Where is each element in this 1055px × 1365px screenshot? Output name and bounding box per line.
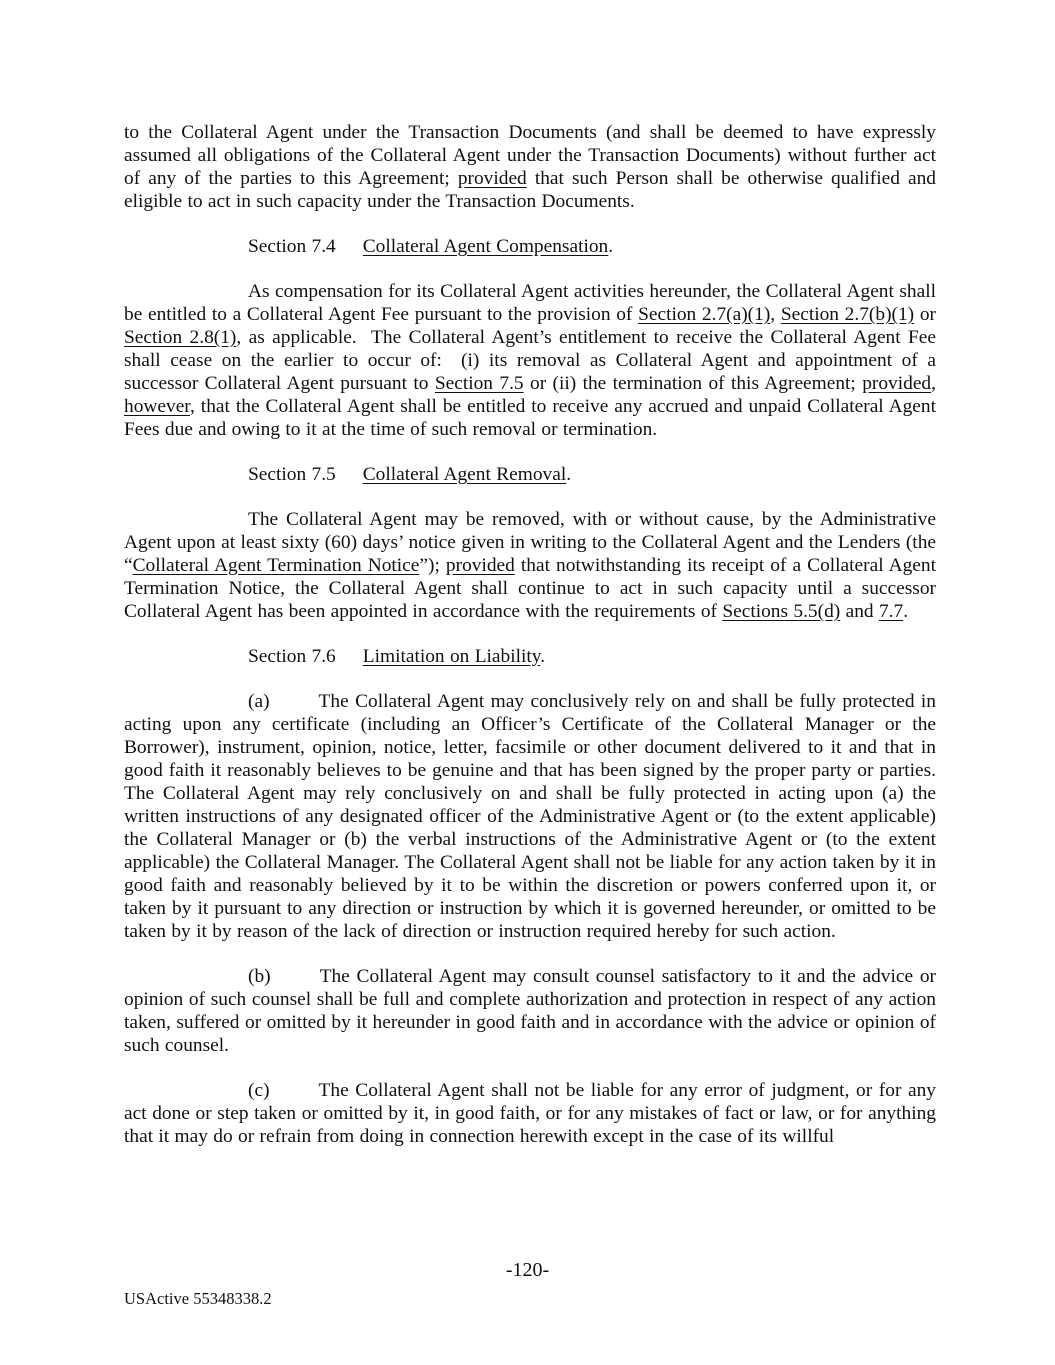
- paragraph: [124, 508, 942, 623]
- tab-space: [270, 706, 319, 707]
- text-run: .: [566, 464, 572, 485]
- underlined-text-run: Section 2.7(a)(1): [638, 304, 771, 325]
- tab-space: [270, 1095, 319, 1096]
- text-run: ”);: [419, 555, 446, 576]
- text-run: .: [540, 646, 546, 667]
- underlined-text-run: Section 2.8(1): [124, 327, 237, 348]
- section-heading: [124, 235, 936, 258]
- text-run: Section 7.6: [248, 646, 336, 667]
- text-run: The Collateral Agent may conclusively rely on and shall be fully protected in acting upon any certificate (including an Officer’s Certificate of the Collateral Manager or the Borrower), instrument, opinion, notice, letter, facsimile or other document delivered to it and that in good faith it reasonably believes to be genuine and that has been signed by the proper party or parties. The Collateral Agent may rely conclusively on and shall be fully protected in acting upon (a) the written instructions of any designated officer of the Administrative Agent or (to the extent applicable) the Collateral Manager or (b) the verbal instructions of the Administrative Agent or (to the extent applicable) the Collateral Manager. The Collateral Agent shall not be liable for any action taken by it in good faith and reasonably believed by it to be within the discretion or powers conferred upon it, or taken by it pursuant to any direction or instruction by which it is governed hereunder, or omitted to be taken by it by reason of the lack of direction or instruction required hereby for such action.: [124, 691, 947, 942]
- paragraph: [124, 690, 947, 943]
- text-run: The Collateral Agent shall not be liable for any error of judgment, or for any act done or step taken or omitted by it, in good faith, or for any mistakes of fact or law, or for anything that it may do or refrain from doing in connection herewith except in the case of its willful: [124, 1080, 942, 1147]
- text-run: .: [608, 236, 614, 257]
- text-run: that such Person shall be otherwise qualified and eligible to act in such capacity under the Transaction Documents.: [124, 168, 942, 212]
- underlined-text-run: Collateral Agent Compensation: [362, 236, 609, 257]
- section-heading: [124, 463, 936, 486]
- paragraph: [124, 1079, 942, 1148]
- text-run: ,: [770, 304, 781, 325]
- footer-document-id: USActive 55348338.2: [124, 1289, 272, 1308]
- underlined-text-run: Limitation on Liability: [362, 646, 541, 667]
- text-run: .: [903, 601, 909, 622]
- text-run: (a): [248, 691, 270, 712]
- text-run: ,: [931, 373, 942, 394]
- paragraph: [124, 280, 942, 441]
- text-run: Section 7.5: [248, 464, 336, 485]
- text-run: (c): [248, 1080, 270, 1101]
- underlined-text-run: Collateral Agent Removal: [362, 464, 567, 485]
- text-run: Section 7.4: [248, 236, 336, 257]
- text-run: or: [914, 304, 942, 325]
- underlined-text-run: provided: [445, 555, 515, 576]
- underlined-text-run: however: [124, 396, 190, 417]
- tab-space: [336, 479, 363, 480]
- text-run: As compensation for its Collateral Agent activities hereunder, the Collateral Agent shall be entitled to a Collateral Agent Fee pursuant to the provision of: [124, 281, 942, 325]
- text-run: that notwithstanding its receipt of a Collateral Agent Termination Notice, the Collateral Agent shall continue to act in such capacity until a successor Collateral Agent has been appointed in accordance with the requirements of: [124, 555, 942, 622]
- document-body: [124, 121, 947, 1170]
- tab-space: [336, 661, 363, 662]
- tab-space: [336, 251, 363, 252]
- underlined-text-run: Section 2.7(b)(1): [780, 304, 915, 325]
- underlined-text-run: provided: [457, 168, 527, 189]
- page-number: -120-: [505, 1259, 550, 1281]
- text-run: or (ii) the termination of this Agreement;: [523, 373, 863, 394]
- tab-space: [271, 981, 320, 982]
- text-run: to the Collateral Agent under the Transaction Documents (and shall be deemed to have expressly assumed all obligations of the Collateral Agent under the Transaction Documents) without further act of any of the parties to this Agreement;: [124, 122, 942, 189]
- text-run: , that the Collateral Agent shall be entitled to receive any accrued and unpaid Collateral Agent Fees due and owing to it at the time of such removal or termination.: [124, 396, 942, 440]
- text-run: The Collateral Agent may consult counsel satisfactory to it and the advice or opinion of such counsel shall be full and complete authorization and protection in respect of any action taken, suffered or omitted by it hereunder in good faith and in accordance with the advice or opinion of such counsel.: [124, 966, 942, 1056]
- underlined-text-run: provided: [862, 373, 932, 394]
- text-run: (b): [248, 966, 271, 987]
- underlined-text-run: Sections 5.5(d): [722, 601, 841, 622]
- underlined-text-run: Section 7.5: [434, 373, 524, 394]
- paragraph: [124, 121, 942, 213]
- section-heading: [124, 645, 936, 668]
- underlined-text-run: 7.7: [878, 601, 904, 622]
- text-run: and: [840, 601, 879, 622]
- text-run: , as applicable. The Collateral Agent’s entitlement to receive the Collateral Agent Fee shall cease on the earlier to occur of: (i) its removal as Collateral Agent and appointment of a successor Collateral Agent pursuant to: [124, 327, 942, 394]
- paragraph: [124, 965, 942, 1057]
- underlined-text-run: Collateral Agent Termination Notice: [132, 555, 420, 576]
- text-run: The Collateral Agent may be removed, with or without cause, by the Administrative Agent upon at least sixty (60) days’ notice given in writing to the Collateral Agent and the Lenders (the “: [124, 509, 942, 576]
